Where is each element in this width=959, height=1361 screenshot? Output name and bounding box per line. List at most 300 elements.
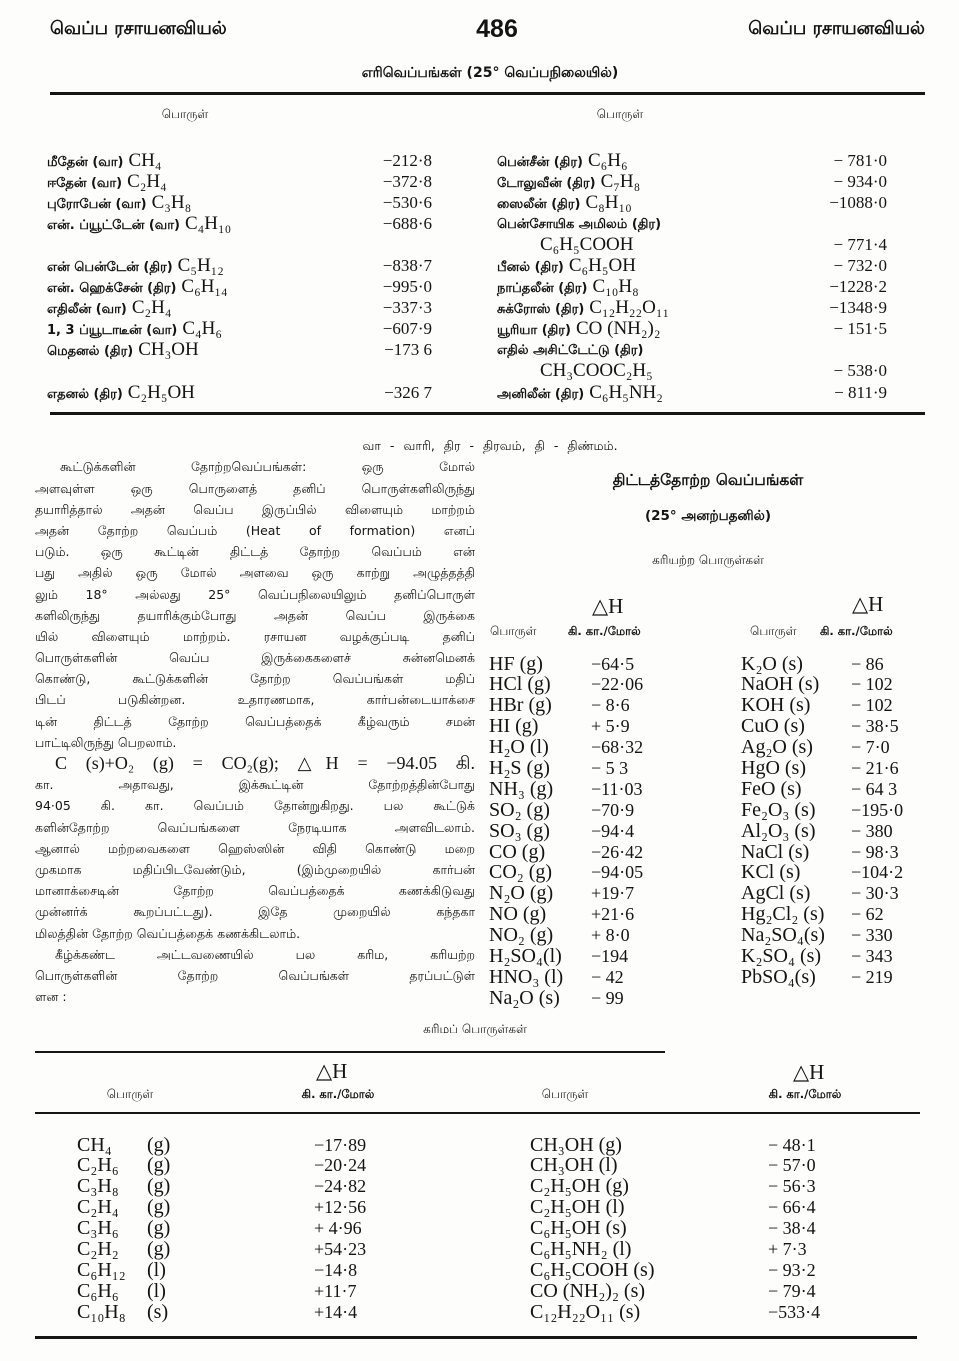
heat-value: − 380 [851, 820, 893, 841]
heat-value: +11·7 [314, 1280, 357, 1301]
heat-value: −70·9 [591, 799, 635, 820]
chemical-formula: Hg₂Cl₂ (s) [741, 903, 825, 926]
heat-value: − 811·9 [834, 382, 887, 402]
heat-value: −20·24 [314, 1155, 367, 1176]
chemical-formula: C₂H₆ [77, 1154, 119, 1177]
paragraph-line: களிலிருந்து தயாரிக்கும்போது அதன் வெப்ப இருக்கை [35, 607, 475, 623]
chemical-formula: NH₃ (g) [489, 777, 554, 800]
formation-row [741, 800, 926, 821]
chemical-formula: C₆H₁₂ [77, 1258, 126, 1281]
heat-value: − 93·2 [768, 1259, 816, 1280]
inorganic-left-column [489, 654, 659, 1009]
substance-name: எதிலீன் (வா) [47, 302, 127, 318]
chemical-formula: Na₂O (s) [489, 986, 560, 1009]
heat-value: + 7·3 [768, 1238, 807, 1259]
heat-value: +21·6 [591, 904, 635, 925]
chemical-formula: CH₃OH (l) [530, 1154, 618, 1177]
combustion-row [497, 382, 887, 403]
chemical-formula: HgO (s) [741, 756, 806, 779]
delta-h-symbol: △H [793, 1060, 825, 1084]
heat-value: −194 [591, 945, 629, 966]
chemical-formula: CH₃OH (g) [530, 1133, 622, 1156]
heat-value: − 98·3 [851, 841, 899, 862]
chemical-formula: C₆H₅NH₂ [589, 381, 663, 403]
chemical-formula: C₆H₅COOH (s) [530, 1258, 655, 1281]
phase-label: (g) [147, 1217, 171, 1240]
combustion-right-column [497, 150, 887, 403]
heat-value: + 4·96 [314, 1218, 362, 1239]
chemical-formula: CH₄ [128, 149, 162, 171]
heat-value: − 86 [851, 653, 884, 674]
paragraph-line: 94·05 கி. கா. வெப்பம் தோன்றுகிறது. பல கூட்டுக் [35, 798, 475, 814]
heat-value: −94·05 [591, 862, 644, 883]
column-header-unit: கி. கா./மோல் [820, 624, 893, 638]
chemical-formula: Na₂SO₄(s) [741, 924, 825, 947]
substance-name: என் பென்டேன் (திர) [47, 259, 173, 275]
heat-value: − 7·0 [851, 737, 890, 758]
formation-row [741, 862, 926, 883]
heat-value: −173 6 [384, 340, 432, 360]
chemical-formula: H₂O (l) [489, 736, 549, 759]
phase-label: (g) [147, 1154, 171, 1177]
paragraph-line: படும். ஒரு கூட்டின் திட்டத் தோற்ற வெப்பம் என் [35, 544, 475, 560]
formation-row [741, 758, 926, 779]
heat-value: −68·32 [591, 737, 644, 758]
substance-name: யூரியா (திர) [497, 323, 571, 339]
chemical-formula: C₂H₅OH [127, 381, 195, 403]
heat-value: −22·06 [591, 674, 644, 695]
formation-row [741, 716, 926, 737]
paragraph-line: C (s)+O₂ (g) = CO₂(g); △H = −94.05 கி. [55, 753, 475, 774]
formation-row [489, 967, 659, 988]
table-rule [35, 1336, 917, 1339]
heat-value: − 771·4 [833, 234, 887, 254]
formation-row [741, 674, 926, 695]
paragraph-line: முன்னர்க் கூறப்பட்டது). இதே முறையில் கந்தகா [35, 904, 475, 920]
chemical-formula: Fe₂O₃ (s) [741, 798, 816, 821]
combustion-row [497, 339, 887, 360]
substance-name: நாப்தலீன் (திர) [497, 281, 588, 297]
combustion-row [47, 192, 432, 213]
substance-name: 1, 3 ப்யூடாடீன் (வா) [47, 323, 178, 339]
formation-row [741, 737, 926, 758]
chemical-formula: HI (g) [489, 715, 539, 738]
paragraph-line: முகமாக மதிப்பிடவேண்டும், (இம்முறையில் கார்பன் [35, 861, 475, 877]
combustion-row [47, 276, 432, 297]
chemical-formula: CH₃OH [138, 339, 199, 361]
heat-value: − 99 [591, 987, 624, 1008]
heat-value: + 5·9 [591, 716, 630, 737]
heat-value: +14·4 [314, 1301, 358, 1322]
combustion-row [47, 318, 432, 339]
formation-row [77, 1135, 397, 1156]
organic-right-column [530, 1135, 850, 1323]
paragraph-line: கொண்டு, கூட்டுக்களின் தோற்ற வெப்பங்கள் மதிப் [35, 671, 475, 687]
chemical-formula: C₂H₄ [131, 297, 172, 319]
paragraph-line: தயாரித்தால் அதன் வெப்ப இருப்பில் விளையும் மாற்றம் [35, 501, 475, 517]
formation-row [489, 862, 659, 883]
heat-value: − 48·1 [768, 1134, 816, 1155]
heat-value: − 219 [851, 966, 893, 987]
chemical-formula: SO₃ (g) [489, 819, 550, 842]
paragraph-line: மிலத்தின் தோற்ற வெப்பத்தைக் கணக்கிடலாம். [35, 925, 301, 941]
combustion-row [497, 255, 887, 276]
delta-h-symbol: △H [592, 594, 624, 618]
formation-row [741, 946, 926, 967]
chemical-formula: NaCl (s) [741, 840, 810, 863]
chemical-formula: CO (g) [489, 840, 546, 863]
chemical-formula: Ag₂O (s) [741, 736, 813, 759]
chemical-formula: C₄H₆ [182, 318, 223, 340]
formation-row [741, 904, 926, 925]
substance-name: பீனல் (திர) [497, 259, 564, 275]
formation-row [741, 654, 926, 675]
heat-value: − 781·0 [833, 150, 887, 170]
combustion-row [47, 213, 432, 234]
formation-row [741, 842, 926, 863]
combustion-row [497, 213, 887, 234]
heat-value: − 934·0 [833, 171, 887, 191]
formation-row [489, 988, 659, 1009]
chemical-formula: C₁₀H₈ [592, 276, 639, 298]
formation-row [489, 758, 659, 779]
substance-name: மீதேன் (வா) [47, 154, 124, 170]
chemical-formula: H₂S (g) [489, 756, 550, 779]
substance-name: அனிலீன் (திர) [497, 386, 585, 402]
formation-row [489, 925, 659, 946]
organic-label: கரிமப் பொருள்கள் [423, 1022, 527, 1036]
heat-value: − 79·4 [768, 1280, 816, 1301]
substance-name: மெதனல் (திர) [47, 344, 134, 360]
combustion-row [497, 276, 887, 297]
heat-value: −24·82 [314, 1176, 367, 1197]
heat-value: −14·8 [314, 1259, 358, 1280]
formation-row [77, 1155, 397, 1176]
chemical-formula: SO₂ (g) [489, 798, 550, 821]
heat-value: −17·89 [314, 1134, 367, 1155]
substance-name: எதனல் (திர) [47, 386, 123, 402]
heat-value: −995·0 [382, 277, 432, 297]
combustion-table-title: எரிவெப்பங்கள் (25° வெப்பநிலையில்) [361, 65, 619, 81]
paragraph-line: பொருள்களின் தோற்ற வெப்பங்கள் தரப்பட்டுள் [35, 967, 475, 983]
paragraph-line: பிடப் படுகின்றன. உதாரணமாக, கார்பன்டையாக்சை [35, 692, 475, 708]
heat-value: − 62 [851, 904, 884, 925]
substance-name: புரோபேன் (வா) [47, 196, 147, 212]
chemical-formula: C₂H₅OH (g) [530, 1175, 629, 1198]
chemical-formula: HF (g) [489, 652, 543, 675]
formation-row [489, 883, 659, 904]
heat-value: − 42 [591, 966, 624, 987]
column-header-substance: பொருள் [490, 624, 537, 638]
combustion-row [47, 382, 432, 403]
delta-h-symbol: △H [316, 1059, 348, 1083]
chemical-formula: C₁₀H₈ [77, 1300, 126, 1323]
delta-h-symbol: △H [852, 592, 884, 616]
chemical-formula: C₄H₁₀ [184, 212, 232, 234]
formation-row [77, 1197, 397, 1218]
chemical-formula: K₂O (s) [741, 652, 803, 675]
heat-value: − 56·3 [768, 1176, 816, 1197]
paragraph-line: அதன் தோற்ற வெப்பம் (Heat of formation) எனப் [35, 522, 475, 538]
table-rule [50, 412, 925, 415]
formation-row [489, 821, 659, 842]
chemical-formula: C₆H₆ [587, 149, 628, 171]
heat-value: +19·7 [591, 883, 635, 904]
chemical-formula: HNO₃ (l) [489, 965, 564, 988]
formation-row [530, 1135, 850, 1156]
chemical-formula: C₃H₈ [77, 1175, 119, 1198]
paragraph-line: கா. அதாவது, இக்கூட்டின் தோற்றத்தின்போது [35, 777, 475, 793]
heat-value: − 21·6 [851, 757, 899, 778]
chemical-formula: KCl (s) [741, 861, 801, 884]
heat-value: −94·4 [591, 820, 635, 841]
substance-name: எதில் அசிட்டேட்டு (திர) [497, 343, 644, 359]
chemical-formula: FeO (s) [741, 777, 802, 800]
heat-value: − 5 3 [591, 757, 629, 778]
chemical-formula: C₅H₁₂ [177, 254, 224, 276]
chemical-formula: NO (g) [489, 903, 547, 926]
chemical-formula: C₂H₄ [77, 1196, 119, 1219]
formation-row [530, 1260, 850, 1281]
table-rule [35, 1112, 920, 1114]
heat-value: −688·6 [382, 213, 432, 233]
substance-name: என். ப்யூட்டேன் (வா) [47, 217, 180, 233]
running-title-right: வெப்ப ரசாயனவியல் [748, 18, 925, 39]
table-rule [50, 92, 925, 95]
substance-name: டோலுவீன் (திர) [497, 175, 596, 191]
column-header-unit: கி. கா./மோல் [768, 1087, 842, 1101]
formation-row [530, 1239, 850, 1260]
chemical-formula: C₆H₅OH [568, 254, 636, 276]
chemical-formula: C₆H₅COOH [540, 233, 634, 255]
heat-value: −326 7 [384, 382, 432, 402]
combustion-row [497, 192, 887, 213]
chemical-formula: C₆H₅OH (s) [530, 1217, 627, 1240]
table-rule [35, 1051, 665, 1053]
heat-value: −533·4 [768, 1301, 821, 1322]
heat-value: −1088·0 [829, 192, 887, 212]
formation-row [489, 904, 659, 925]
heat-value: −607·9 [382, 319, 432, 339]
heat-value: +12·56 [314, 1197, 367, 1218]
chemical-formula: HCl (g) [489, 673, 551, 696]
inorganic-right-column [741, 654, 926, 988]
combustion-row [497, 297, 887, 318]
chemical-formula: C₆H₆ [77, 1279, 119, 1302]
heat-value: − 102 [851, 695, 893, 716]
abbreviation-footnote: வா - வாரி, திர - திரவம், தி - திண்மம். [362, 438, 618, 453]
substance-name: பென்சோயிக அமிலம் (திர) [497, 216, 662, 232]
phase-label: (g) [147, 1133, 171, 1156]
chemical-formula: CH₄ [77, 1133, 112, 1156]
formation-row [489, 674, 659, 695]
chemical-formula: HBr (g) [489, 694, 552, 717]
heat-value: − 8·6 [591, 695, 630, 716]
formation-row [77, 1281, 397, 1302]
column-header-unit: கி. கா./மோல் [568, 624, 641, 638]
phase-label: (l) [147, 1279, 166, 1302]
heat-value: − 732·0 [833, 255, 887, 275]
paragraph-line: மானாக்சைடின் தோற்ற வெப்பத்தைக் கணக்கிடுவது [35, 883, 475, 899]
formation-row [489, 716, 659, 737]
chemical-formula: C₂H₅OH (l) [530, 1196, 625, 1219]
formation-row [530, 1155, 850, 1176]
heat-value: +54·23 [314, 1238, 367, 1259]
section-title: திட்டத்தோற்ற வெப்பங்கள் [612, 471, 804, 489]
chemical-formula: C₂H₂ [77, 1237, 119, 1260]
column-header-unit: கி. கா./மோல் [301, 1087, 375, 1101]
formation-row [741, 695, 926, 716]
running-title-left: வெப்ப ரசாயனவியல் [50, 18, 227, 39]
section-subtitle: (25° அனற்பதனில்) [644, 508, 772, 524]
heat-value: − 343 [851, 945, 893, 966]
formation-row [489, 737, 659, 758]
paragraph-line: பது அதில் ஒரு மோல் அளவை ஒரு காற்று அழுத்தத்தி [35, 565, 475, 581]
paragraph-line: பாட்டிலிருந்து பெறலாம். [35, 734, 177, 750]
paragraph-line: கூட்டுக்களின் தோற்றவெப்பங்கள்: ஒரு மோல் [60, 459, 475, 475]
formation-row [489, 654, 659, 675]
heat-value: − 30·3 [851, 883, 899, 904]
phase-label: (g) [147, 1175, 171, 1198]
phase-label: (s) [147, 1300, 169, 1323]
chemical-formula: KOH (s) [741, 694, 811, 717]
combustion-row [497, 234, 887, 255]
heat-value: − 57·0 [768, 1155, 816, 1176]
chemical-formula: C₁₂H₂₂O₁₁ (s) [530, 1300, 641, 1323]
phase-label: (l) [147, 1258, 166, 1281]
chemical-formula: CO (NH₂)₂ (s) [530, 1279, 646, 1302]
chemical-formula: CO₂ (g) [489, 861, 553, 884]
heat-value: − 38·4 [768, 1218, 816, 1239]
heat-value: −64·5 [591, 653, 635, 674]
inorganic-label: கரியற்ற பொருள்கள் [652, 553, 764, 567]
heat-value: − 64 3 [851, 778, 898, 799]
formation-row [489, 946, 659, 967]
heat-value: − 151·5 [833, 319, 887, 339]
chemical-formula: C₂H₄ [127, 170, 167, 192]
paragraph-line: ஆனால் மற்றவைகளை ஹெஸ்ஸின் விதி கொண்டு மறை [35, 840, 475, 856]
formation-row [741, 925, 926, 946]
formation-row [530, 1197, 850, 1218]
paragraph-line: அளவுள்ள ஒரு பொருளைத் தனிப் பொருள்களிலிருந்து [35, 480, 475, 496]
column-header-substance: பொருள் [596, 107, 644, 121]
paragraph-line: களின்தோற்ற வெப்பங்களை நேரடியாக அளவிடலாம். [35, 819, 475, 835]
heat-value: − 538·0 [833, 361, 887, 381]
heat-value: −1348·9 [829, 298, 887, 318]
phase-label: (g) [147, 1196, 171, 1219]
formation-row [489, 695, 659, 716]
formation-row [77, 1302, 397, 1323]
formation-row [741, 967, 926, 988]
chemical-formula: CuO (s) [741, 715, 805, 738]
substance-name: ஈதேன் (வா) [47, 175, 123, 191]
formation-row [489, 800, 659, 821]
chemical-formula: CH₃COOC₂H₅ [540, 360, 653, 382]
formation-row [530, 1218, 850, 1239]
chemical-formula: Al₂O₃ (s) [741, 819, 816, 842]
chemical-formula: C₆H₁₄ [181, 276, 228, 298]
heat-value: −337·3 [382, 298, 432, 318]
formation-row [741, 779, 926, 800]
formation-row [741, 821, 926, 842]
formation-row [741, 883, 926, 904]
heat-value: −1228·2 [829, 277, 887, 297]
column-header-substance: பொருள் [106, 1087, 154, 1101]
formation-row [77, 1218, 397, 1239]
substance-name: என். ஹெக்சேன் (திர) [47, 281, 177, 297]
combustion-row [47, 339, 432, 360]
paragraph-line: கீழ்க்கண்ட அட்டவணையில் பல கரிம, கரியற்ற [55, 946, 475, 962]
organic-left-column [77, 1135, 397, 1323]
substance-name: பென்சீன் (திர) [497, 154, 583, 170]
chemical-formula: C₆H₅NH₂ (l) [530, 1237, 632, 1260]
phase-label: (g) [147, 1237, 171, 1260]
column-header-substance: பொருள் [750, 624, 797, 638]
chemical-formula: NO₂ (g) [489, 924, 554, 947]
formation-row [489, 779, 659, 800]
heat-value: −838·7 [382, 255, 432, 275]
combustion-row [497, 318, 887, 339]
chemical-formula: C₈H₁₀ [585, 191, 632, 213]
chemical-formula: PbSO₄(s) [741, 965, 816, 988]
formation-row [77, 1239, 397, 1260]
heat-value: − 102 [851, 674, 893, 695]
paragraph-line: லும் 18° அல்லது 25° வெப்பநிலையிலும் தனிப்பொருள் [35, 586, 475, 602]
combustion-left-column [47, 150, 432, 403]
combustion-row [47, 255, 432, 276]
heat-value: −372·8 [382, 171, 432, 191]
chemical-formula: K₂SO₄ (s) [741, 944, 822, 967]
chemical-formula: C₃H₈ [151, 191, 192, 213]
column-header-substance: பொருள் [541, 1087, 589, 1101]
paragraph-line: டின் திட்டத் தோற்ற வெப்பத்தைக் கீழ்வரும் சமன் [35, 713, 475, 729]
heat-value: −530·6 [382, 192, 432, 212]
chemical-formula: CO (NH₂)₂ [575, 318, 661, 340]
chemical-formula: AgCl (s) [741, 882, 811, 905]
page-number: 486 [476, 15, 518, 43]
chemical-formula: C₃H₆ [77, 1217, 119, 1240]
body-paragraph [35, 456, 475, 1007]
heat-value: −212·8 [382, 150, 432, 170]
heat-value: −104·2 [851, 862, 904, 883]
heat-value: + 8·0 [591, 925, 630, 946]
substance-name: சுக்ரோஸ் (திர) [497, 302, 585, 318]
paragraph-line: ளன : [35, 989, 67, 1005]
formation-row [77, 1176, 397, 1197]
formation-row [530, 1281, 850, 1302]
heat-value: −11·03 [591, 778, 643, 799]
chemical-formula: H₂SO₄(l) [489, 944, 562, 967]
formation-row [530, 1302, 850, 1323]
formation-row [77, 1260, 397, 1281]
heat-value: − 66·4 [768, 1197, 816, 1218]
combustion-row [47, 297, 432, 318]
chemical-formula: N₂O (g) [489, 882, 554, 905]
heat-value: −195·0 [851, 799, 904, 820]
combustion-row [497, 360, 887, 381]
paragraph-line: பொருள்களின் வெப்ப இருக்கைகளைச் சுன்னமெனக் [35, 650, 475, 666]
combustion-row [497, 171, 887, 192]
chemical-formula: NaOH (s) [741, 673, 820, 696]
combustion-row [497, 150, 887, 171]
column-header-substance: பொருள் [161, 107, 209, 121]
substance-name: ஸைலீன் (திர) [497, 196, 581, 212]
combustion-row [47, 150, 432, 171]
formation-row [489, 842, 659, 863]
formation-row [530, 1176, 850, 1197]
heat-value: −26·42 [591, 841, 644, 862]
paragraph-line: யில் விளையும் மாற்றம். ரசாயன வழக்குப்படி தனிப் [35, 628, 475, 644]
